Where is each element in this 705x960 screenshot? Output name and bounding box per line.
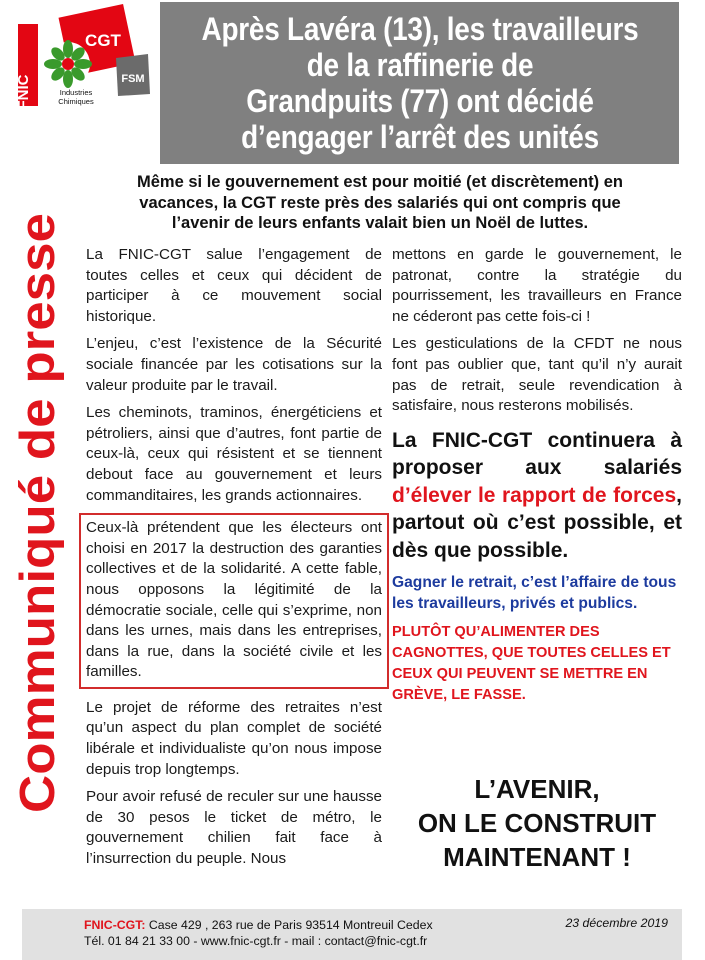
logo-fnic-text: FNIC <box>15 74 32 110</box>
footer-address-line <box>84 917 433 933</box>
side-label: Communiqué de presse <box>11 257 65 813</box>
side-label-container <box>6 204 70 822</box>
closing-slogan <box>392 772 682 874</box>
logo-cgt-text: CGT <box>85 31 121 50</box>
highlight-part: La FNIC-CGT continuera à proposer aux salariés <box>392 428 682 480</box>
lead-line: vacances, la CGT reste près des salariés qui ont compris que <box>139 193 621 212</box>
column-left <box>86 245 382 877</box>
boxed-paragraph: Ceux-là prétendent que les électeurs ont choisi en 2017 la destruction des garanties collectives et de la solidarité. A cette fable, nous opposons la légitimité de la démocratie sociale, celle qui s’exprime, non dans les urnes, mais dans les entreprises, dans la rue, dans la société civile et les familles. <box>79 513 389 689</box>
highlight-red-part: d’élever le rapport de forces <box>392 483 677 507</box>
paragraph: Les cheminots, traminos, énergéticiens et pétroliers, ainsi que d’autres, font partie de ceux-là, ceux qui résistent et se tiennent debout face au gouvernement et leurs commanditaires, les grands actionnaires. <box>86 404 382 504</box>
lead-line: Même si le gouvernement est pour moitié (et discrètement) en <box>137 173 623 191</box>
paragraph: Le projet de réforme des retraites n’est qu’un aspect du plan complet de société libérale et individualiste qu’on nous impose depuis trop longtemps. <box>86 698 382 778</box>
red-caps-statement: PLUTÔT QU’ALIMENTER DES CAGNOTTES, QUE TOUTES CELLES ET CEUX QUI PEUVENT SE METTRE EN GRÈVE, LE FASSE. <box>392 624 671 704</box>
slogan-line: MAINTENANT ! <box>443 842 631 872</box>
logo-fsm-text: FSM <box>121 73 145 85</box>
footer-address: Case 429 , 263 rue de Paris 93514 Montreuil Cedex <box>145 918 433 932</box>
highlight-part: , partout où c’est possible, et dès que possible. <box>392 483 682 562</box>
title-line: Après Lavéra (13), les travailleurs <box>201 11 638 47</box>
paragraph: Les gesticulations de la CFDT ne nous font pas oublier que, tant qu’il n’y aurait pas de retrait, seule revendication à satisfaire, nous resterons mobilisés. <box>392 335 682 415</box>
paragraph: mettons en garde le gouvernement, le patronat, contre la stratégie du pourrissement, les travailleurs en France ne céderont pas cette fois-ci ! <box>392 246 682 325</box>
footer-contact: Tél. 01 84 21 33 00 - www.fnic-cgt.fr - mail : contact@fnic-cgt.fr <box>84 934 428 948</box>
highlight-statement <box>392 427 682 565</box>
footer <box>22 909 682 960</box>
paragraph: Pour avoir refusé de reculer sur une hausse de 30 pesos le ticket de métro, le gouvernement chilien fait face à l’insurrection du peuple. Nous <box>86 788 382 868</box>
fnic-cgt-logo <box>15 6 152 110</box>
logo-industries-line2: Chimiques <box>58 97 94 106</box>
title-line: Grandpuits (77) ont décidé <box>245 83 594 119</box>
column-right <box>392 245 682 713</box>
footer-brand: FNIC-CGT: <box>84 918 146 932</box>
lead-line: l’avenir de leurs enfants valait bien un Noël de luttes. <box>171 214 589 232</box>
slogan-line: L’AVENIR, <box>474 774 600 804</box>
logo-industries-line1: Industries <box>59 88 93 97</box>
title-line: de la raffinerie de <box>306 47 533 83</box>
lead-paragraph <box>80 172 680 234</box>
paragraph: L’enjeu, c’est l’existence de la Sécurité sociale financée par les cotisations sur la valeur produite par le travail. <box>86 335 382 394</box>
title-banner <box>160 2 679 164</box>
title-line: d’engager l’arrêt des unités <box>240 119 599 155</box>
slogan-line: ON LE CONSTRUIT <box>417 808 657 838</box>
paragraph: La FNIC-CGT salue l’engagement de toutes celles et ceux qui décident de participer à ce mouvement social historique. <box>86 246 382 325</box>
footer-date: 23 décembre 2019 <box>565 916 668 930</box>
page-title <box>194 11 645 155</box>
blue-statement: Gagner le retrait, c’est l’affaire de tous les travailleurs, privés et publics. <box>392 574 677 613</box>
